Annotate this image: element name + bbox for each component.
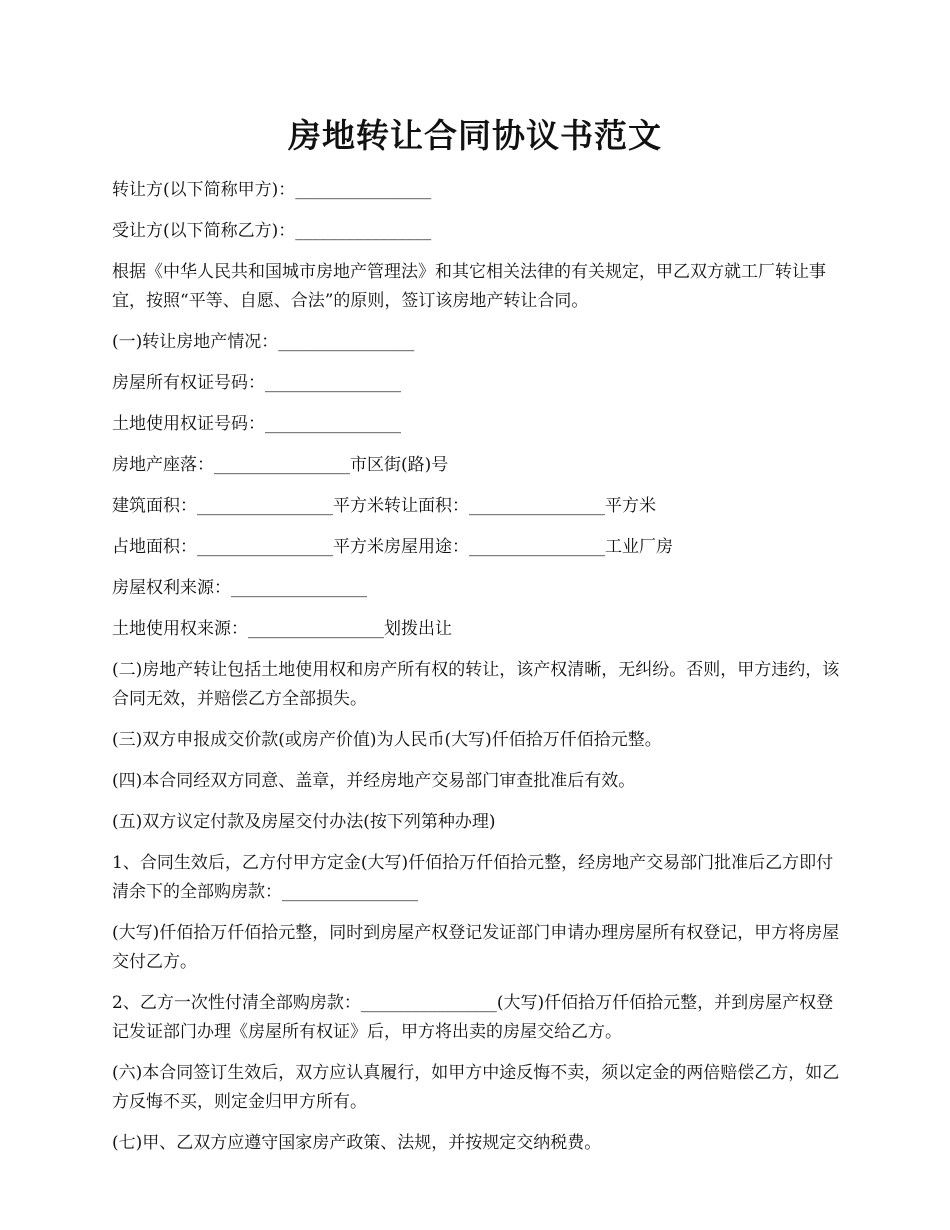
paragraph-land-cert: 土地使用权证号码：________________ [112, 414, 401, 434]
paragraph-section-4: (四)本合同经双方同意、盖章，并经房地产交易部门审查批准后有效。 [112, 771, 636, 791]
paragraph-section-5: (五)双方议定付款及房屋交付办法(按下列第种办理) [112, 812, 496, 832]
paragraph-house-source: 房屋权利来源：________________ [112, 578, 367, 598]
paragraph-preamble: 根据《中华人民共和国城市房地产管理法》和其它相关法律的有关规定，甲乙双方就工厂转让事宜，按照“平等、自愿、合法”的原则，签订该房地产转让合同。 [112, 262, 826, 311]
paragraph-section-7: (七)甲、乙双方应遵守国家房产政策、法规，并按规定交纳税费。 [112, 1133, 602, 1153]
paragraph-land-source: 土地使用权来源：________________划拨出让 [112, 619, 452, 639]
paragraph-payment-2: 2、乙方一次性付清全部购房款：________________(大写)仟佰拾万仟佰拾元整，并到房屋产权登记发证部门办理《房屋所有权证》后，甲方将出卖的房屋交给乙方。 [112, 993, 834, 1042]
paragraph-section-2: (二)房地产转让包括土地使用权和房产所有权的转让，该产权清晰，无纠纷。否则，甲方违约，该合同无效，并赔偿乙方全部损失。 [112, 660, 840, 709]
paragraph-payment-1-cont: (大写)仟佰拾万仟佰拾元整，同时到房屋产权登记发证部门申请办理房屋所有权登记，甲方将房屋交付乙方。 [112, 923, 840, 972]
document-body [112, 176, 840, 1170]
paragraph-transferee: 受让方(以下简称乙方)：________________ [112, 221, 432, 241]
paragraph-section-3: (三)双方申报成交价款(或房产价值)为人民币(大写)仟佰拾万仟佰拾元整。 [112, 730, 662, 750]
paragraph-transferor: 转让方(以下简称甲方)：________________ [112, 180, 432, 200]
paragraph-land-area: 占地面积：________________平方米房屋用途：________________工业厂房 [112, 537, 673, 557]
paragraph-payment-1: 1、合同生效后，乙方付甲方定金(大写)仟佰拾万仟佰拾元整，经房地产交易部门批准后乙方即付清余下的全部购房款：________________ [112, 853, 834, 902]
paragraph-section-1: (一)转让房地产情况：________________ [112, 332, 415, 352]
paragraph-section-6: (六)本合同签订生效后，双方应认真履行，如甲方中途反悔不卖，须以定金的两倍赔偿乙方，如乙方反悔不买，则定金归甲方所有。 [112, 1063, 840, 1112]
paragraph-location: 房地产座落：________________市区街(路)号 [112, 455, 449, 475]
document-title: 房地转让合同协议书范文 [288, 116, 662, 155]
paragraph-building-area: 建筑面积：________________平方米转让面积：________________平方米 [112, 496, 656, 516]
paragraph-house-cert: 房屋所有权证号码：________________ [112, 373, 401, 393]
